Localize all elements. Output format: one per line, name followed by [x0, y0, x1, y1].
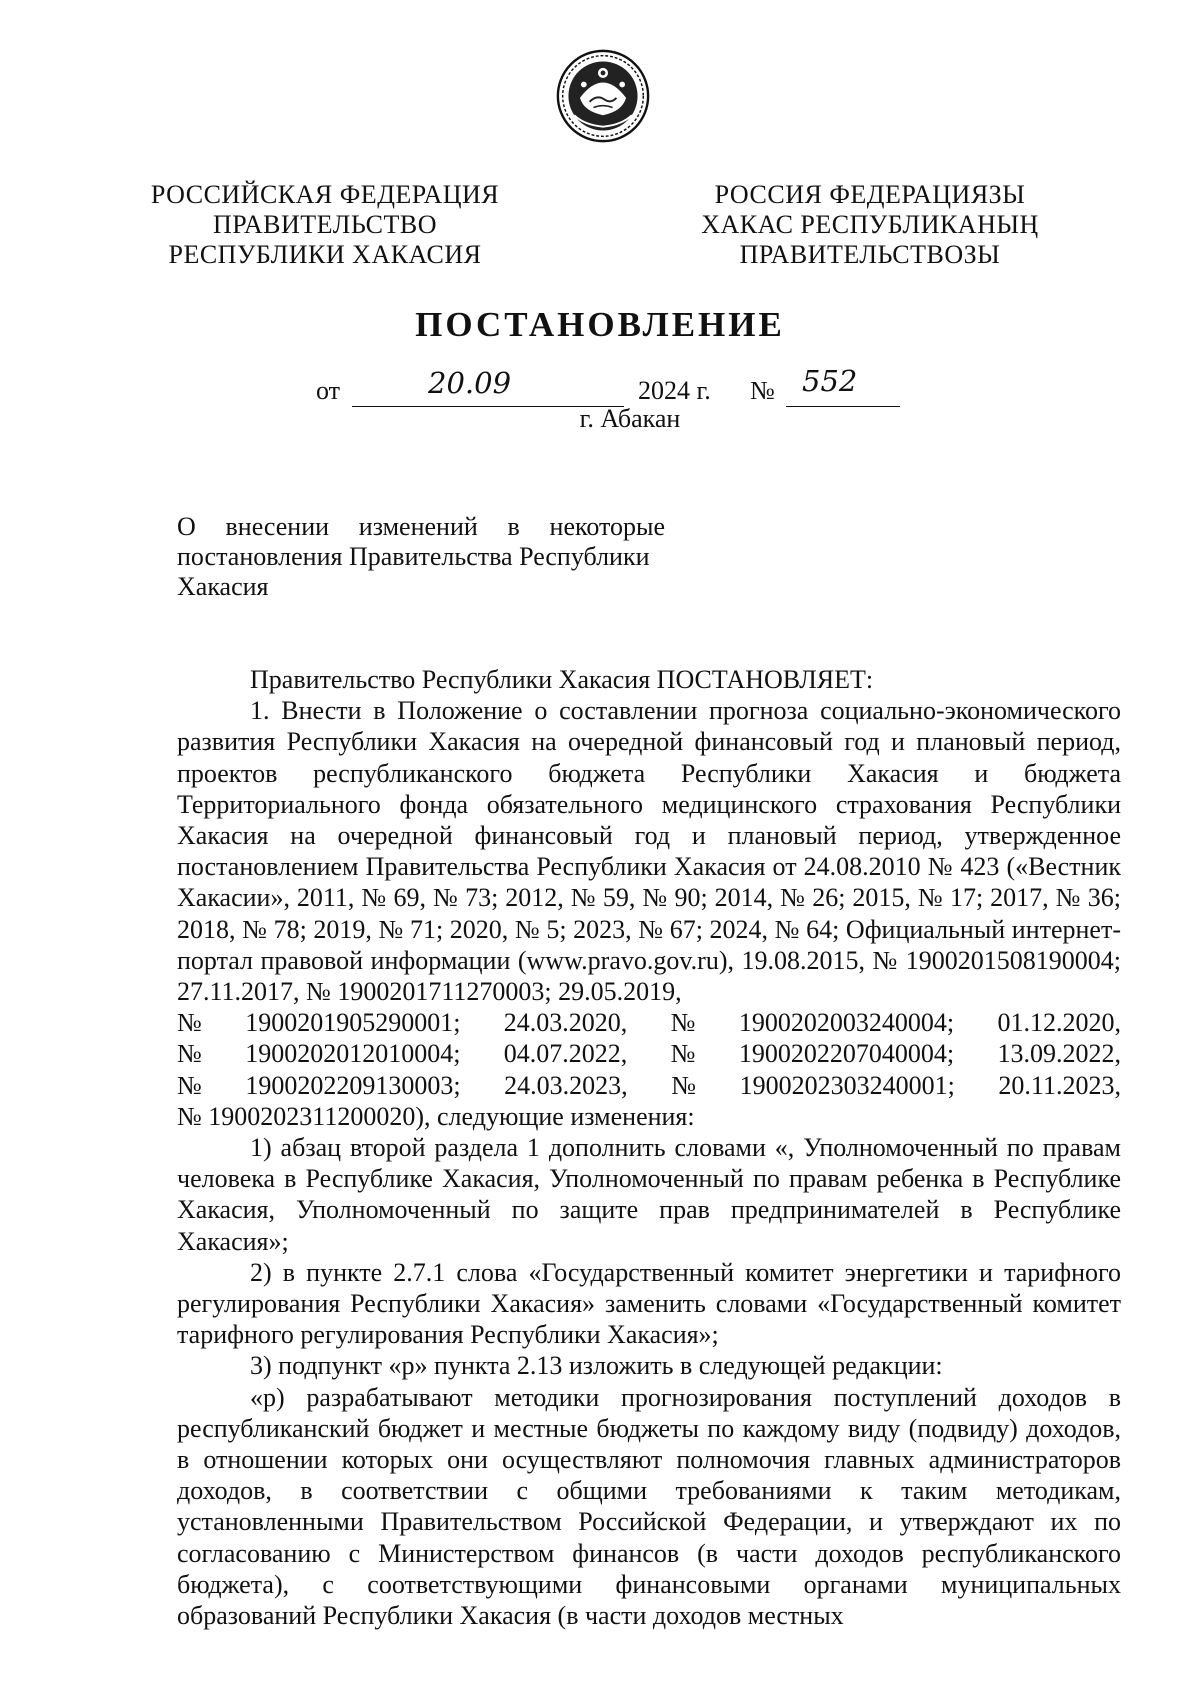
intro-paragraph: Правительство Республики Хакасия ПОСТАНОВЛЯЕТ: [250, 665, 874, 694]
registry-cell: 1900201905290001; [245, 1008, 461, 1038]
registry-row-1 [177, 1007, 1121, 1038]
city-label: г. Абакан [579, 404, 681, 433]
registry-cell: 24.03.2023, [504, 1070, 628, 1100]
registry-cell: № [177, 1008, 202, 1038]
subject-line-2: постановления Правительства Республики [177, 542, 650, 571]
handwritten-date: 20.09 [428, 366, 512, 400]
item-1-ending: № 1900202311200020), следующие изменения: [177, 1101, 695, 1131]
subitem-3-text-paragraph: «р) разрабатывают методики прогнозирования поступлений доходов в республиканский бюджет и местные бюджеты по каждому виду (подвиду) доходов, в отношении которых они осуществляют полномочия главных администраторов доходов, в соответствии с общими требованиями к таким методикам, установленными Правительством Российской Федерации, и утверждают их по согласованию с Министерством финансов (в части доходов республиканского бюджета), с соответствующими финансовыми органами муниципальных образований Республики Хакасия (в части доходов местных [177, 1382, 1121, 1631]
registry-cell: 13.09.2022, [997, 1039, 1121, 1069]
subitem-3-paragraph: 3) подпункт «р» пункта 2.13 изложить в следующей редакции: [250, 1351, 943, 1381]
subject-word: изменений [358, 512, 478, 541]
subject-word: О [177, 512, 196, 541]
registry-cell: № [177, 1039, 202, 1069]
registry-row-2 [177, 1038, 1121, 1069]
header-right-line-3: ПРАВИТЕЛЬСТВОЗЫ [739, 240, 1001, 269]
registry-cell: 1900202003240004; [738, 1008, 955, 1038]
subject-word: внесении [225, 512, 330, 541]
item-1-paragraph: 1. Внести в Положение о составлении прогноза социально-экономического развития Республики Хакасия на очередной финансовый год и плановый период, проектов республиканского бюджета Республики Хакасия и бюджета Территориального фонда обязательного медицинского страхования Республики Хакасия на очередной финансовый год и плановый период, утвержденное постановлением Правительства Республики Хакасия от 24.08.2010 № 423 («Вестник Хакасии», 2011, № 69, № 73; 2012, № 59, № 90; 2014, № 26; 2015, № 17; 2017, № 36; 2018, № 78; 2019, № 71; 2020, № 5; 2023, № 67; 2024, № 64; Официальный интернет-портал правовой информации (www.pravo.gov.ru), 19.08.2015, № 1900201508190004; 27.11.2017, № 1900201711270003; 29.05.2019, [177, 696, 1121, 1007]
header-right-block [680, 180, 1060, 270]
handwritten-number: 552 [802, 364, 858, 398]
registry-cell: № [670, 1008, 696, 1038]
registry-cell: № [670, 1039, 696, 1069]
registry-cell: № [177, 1070, 202, 1100]
subitem-2-paragraph: 2) в пункте 2.7.1 слова «Государственный комитет энергетики и тарифного регулирования Республики Хакасия» заменить словами «Государственный комитет тарифного регулирования Республики Хакасия»; [177, 1257, 1121, 1350]
number-label: № [750, 376, 775, 405]
subitem-1-paragraph: 1) абзац второй раздела 1 дополнить словами «, Уполномоченный по правам человека в Республике Хакасия, Уполномоченный по правам ребенка в Республике Хакасия, Уполномоченный по защите прав предпринимателей в Республике Хакасия»; [177, 1133, 1121, 1256]
subject-line-3: Хакасия [177, 572, 269, 601]
registry-cell: 1900202303240001; [739, 1070, 955, 1100]
header-left-line-3: РЕСПУБЛИКИ ХАКАСИЯ [168, 240, 482, 269]
subject-word: в [507, 512, 520, 541]
header-left-block [135, 180, 515, 270]
subject-word: некоторые [549, 512, 665, 541]
document-subject [177, 512, 665, 602]
subject-line-1 [177, 512, 665, 542]
header-right-line-1: РОССИЯ ФЕДЕРАЦИЯЗЫ [714, 180, 1026, 209]
registry-cell: 1900202209130003; [245, 1070, 461, 1100]
date-prefix: от [316, 376, 341, 405]
registry-cell: 1900202012010004; [245, 1039, 461, 1069]
registry-cell: 1900202207040004; [738, 1039, 955, 1069]
registry-row-3 [177, 1070, 1121, 1101]
header-left-line-2: ПРАВИТЕЛЬСТВО [213, 210, 437, 239]
header-left-line-1: РОССИЙСКАЯ ФЕДЕРАЦИЯ [150, 180, 500, 209]
registry-cell: 04.07.2022, [503, 1039, 628, 1069]
registry-cell: № [671, 1070, 697, 1100]
khakassia-emblem-icon [555, 48, 651, 144]
year-label: 2024 г. [638, 376, 711, 405]
document-body [177, 664, 1121, 1631]
registry-cell: 24.03.2020, [503, 1008, 628, 1038]
header-right-line-2: ХАКАС РЕСПУБЛИКАНЫҢ [701, 210, 1039, 239]
registry-cell: 01.12.2020, [997, 1008, 1121, 1038]
registry-cell: 20.11.2023, [998, 1070, 1121, 1100]
document-title: ПОСТАНОВЛЕНИЕ [415, 305, 785, 344]
